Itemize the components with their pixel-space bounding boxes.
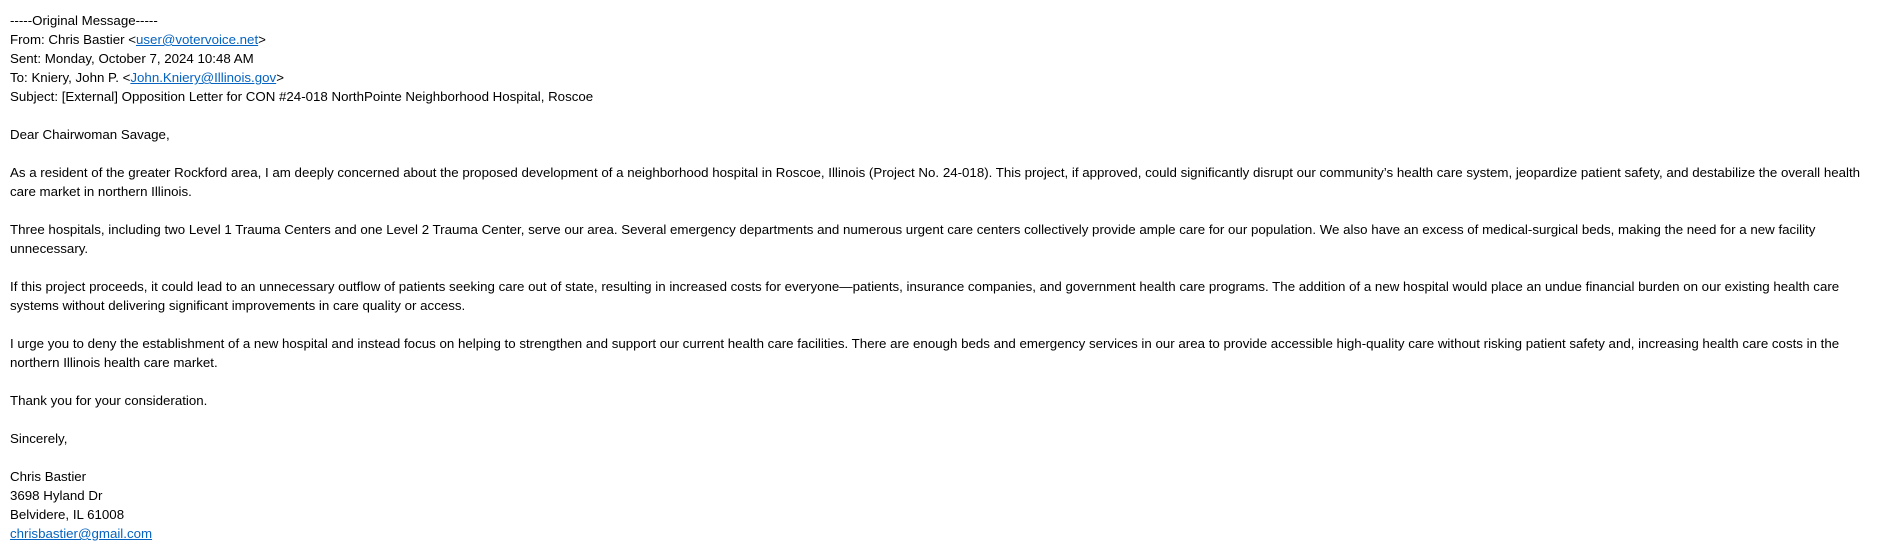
closing-line: Sincerely, (10, 431, 68, 446)
spacer (10, 106, 1886, 125)
sent-line: Sent: Monday, October 7, 2024 10:48 AM (10, 51, 254, 66)
from-label: From: (10, 32, 49, 47)
to-label: To: (10, 70, 32, 85)
spacer (10, 315, 1886, 334)
salutation: Dear Chairwoman Savage, (10, 127, 170, 142)
body-paragraph-1: As a resident of the greater Rockford area, I am deeply concerned about the proposed development of a neighborhood hospital in Roscoe, Illinois (Project No. 24-018). This project, if approved, could significantly disrupt our community’s health care system, jeopardize patient safety, and destabilize the overall health care market in northern Illinois. (10, 165, 1861, 199)
signature-city: Belvidere, IL 61008 (10, 507, 125, 522)
body-paragraph-2: Three hospitals, including two Level 1 Trauma Centers and one Level 2 Trauma Center, serve our area. Several emergency departments and numerous urgent care centers collectively provide ample care for our population. We also have an excess of medical-surgical beds, making the need for a new facility unnecessary. (10, 222, 1816, 256)
spacer (10, 258, 1886, 277)
signature-street: 3698 Hyland Dr (10, 488, 103, 503)
from-close: > (258, 32, 266, 47)
body-paragraph-3: If this project proceeds, it could lead to an unnecessary outflow of patients seeking care out of state, resulting in increased costs for everyone—patients, insurance companies, and government health care programs. The addition of a new hospital would place an undue financial burden on our existing health care systems without delivering significant improvements in care quality or access. (10, 279, 1840, 313)
to-name: Kniery, John P. < (31, 70, 131, 85)
to-email-link[interactable]: John.Kniery@Illinois.gov (130, 70, 277, 85)
signature-email-line (10, 524, 1886, 543)
spacer (10, 372, 1886, 391)
from-email-link[interactable]: user@votervoice.net (136, 32, 259, 47)
spacer (10, 448, 1886, 467)
body-paragraph-4: I urge you to deny the establishment of a new hospital and instead focus on helping to strengthen and support our current health care facilities. There are enough beds and emergency services in our area to provide accessible high-quality care without risking patient safety and, increasing health care costs in the northern Illinois health care market. (10, 336, 1840, 370)
spacer (10, 201, 1886, 220)
signature-name: Chris Bastier (10, 469, 87, 484)
spacer (10, 410, 1886, 429)
to-line (10, 68, 1886, 87)
original-message-divider: -----Original Message----- (10, 13, 158, 28)
signature-email-link[interactable]: chrisbastier@gmail.com (10, 526, 153, 541)
to-close: > (276, 70, 284, 85)
spacer (10, 144, 1886, 163)
from-line (10, 30, 1886, 49)
from-name: Chris Bastier < (48, 32, 136, 47)
thanks-line: Thank you for your consideration. (10, 393, 208, 408)
subject-line: Subject: [External] Opposition Letter for CON #24-018 NorthPointe Neighborhood Hospital, Roscoe (10, 89, 594, 104)
email-message (10, 11, 1886, 543)
